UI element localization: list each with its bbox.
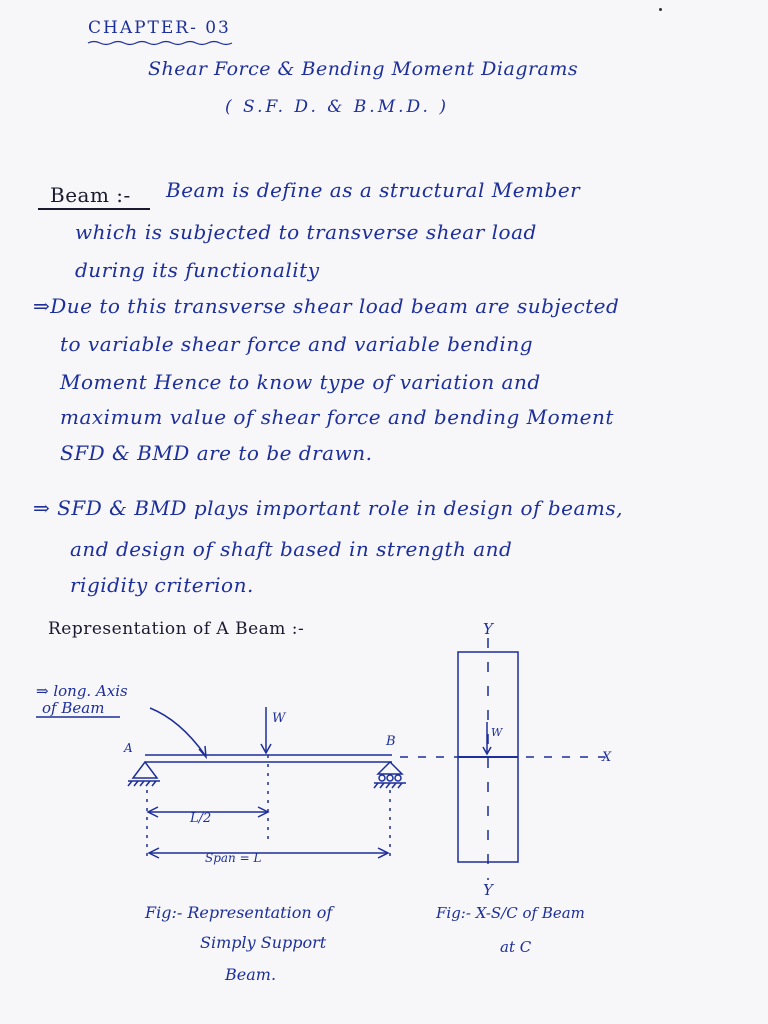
point-one-line-3: Moment Hence to know type of variation and bbox=[60, 370, 541, 394]
section-x-label: X bbox=[602, 750, 612, 765]
roller-support-b bbox=[378, 762, 402, 774]
long-axis-label-2: of Beam bbox=[42, 699, 105, 717]
point-two-line-3: rigidity criterion. bbox=[70, 573, 254, 597]
section-y-top: Y bbox=[483, 620, 493, 638]
chapter-heading: CHAPTER- 03 bbox=[88, 18, 231, 38]
beam-definition-label: Beam :- bbox=[50, 183, 131, 207]
point-one-line-2: to variable shear force and variable bending bbox=[60, 332, 534, 356]
pin-support-a bbox=[133, 762, 157, 778]
caption-left-3: Beam. bbox=[225, 965, 277, 984]
caption-left-1: Fig:- Representation of bbox=[145, 903, 333, 922]
caption-left-2: Simply Support bbox=[200, 933, 327, 952]
point-one-line-4: maximum value of shear force and bending Moment bbox=[60, 405, 614, 429]
page-subtitle: ( S.F. D. & B.M.D. ) bbox=[225, 97, 449, 117]
long-axis-label-1: ⇒ long. Axis bbox=[36, 682, 128, 700]
span-label: Span = L bbox=[205, 851, 262, 865]
representation-heading: Representation of A Beam :- bbox=[48, 619, 305, 639]
support-b-label: B bbox=[386, 734, 396, 749]
caption-right-2: at C bbox=[500, 938, 532, 956]
support-a-label: A bbox=[124, 741, 133, 755]
definition-line-3: during its functionality bbox=[75, 258, 320, 282]
beam-label-underline bbox=[38, 208, 150, 210]
roller-left bbox=[379, 775, 385, 781]
point-one-line-1: ⇒Due to this transverse shear load beam are subjected bbox=[33, 294, 620, 318]
point-one-line-5: SFD & BMD are to be drawn. bbox=[60, 441, 373, 465]
section-w-label: W bbox=[491, 726, 503, 739]
caption-right-1: Fig:- X-S/C of Beam bbox=[436, 904, 585, 922]
point-two-line-1: ⇒ SFD & BMD plays important role in design of beams, bbox=[33, 496, 623, 520]
roller-mid bbox=[387, 775, 393, 781]
definition-line-1: Beam is define as a structural Member bbox=[166, 178, 581, 202]
chapter-underline bbox=[86, 40, 236, 46]
long-axis-pointer bbox=[150, 708, 205, 755]
stray-dot bbox=[659, 8, 662, 11]
section-y-bottom: Y bbox=[483, 881, 493, 899]
roller-right bbox=[395, 775, 401, 781]
load-label: W bbox=[272, 711, 286, 726]
definition-line-2: which is subjected to transverse shear load bbox=[75, 220, 537, 244]
point-two-line-2: and design of shaft based in strength and bbox=[70, 537, 513, 561]
half-span-label: L/2 bbox=[190, 811, 212, 826]
beam-figures bbox=[0, 610, 768, 1024]
page-title: Shear Force & Bending Moment Diagrams bbox=[148, 58, 579, 80]
